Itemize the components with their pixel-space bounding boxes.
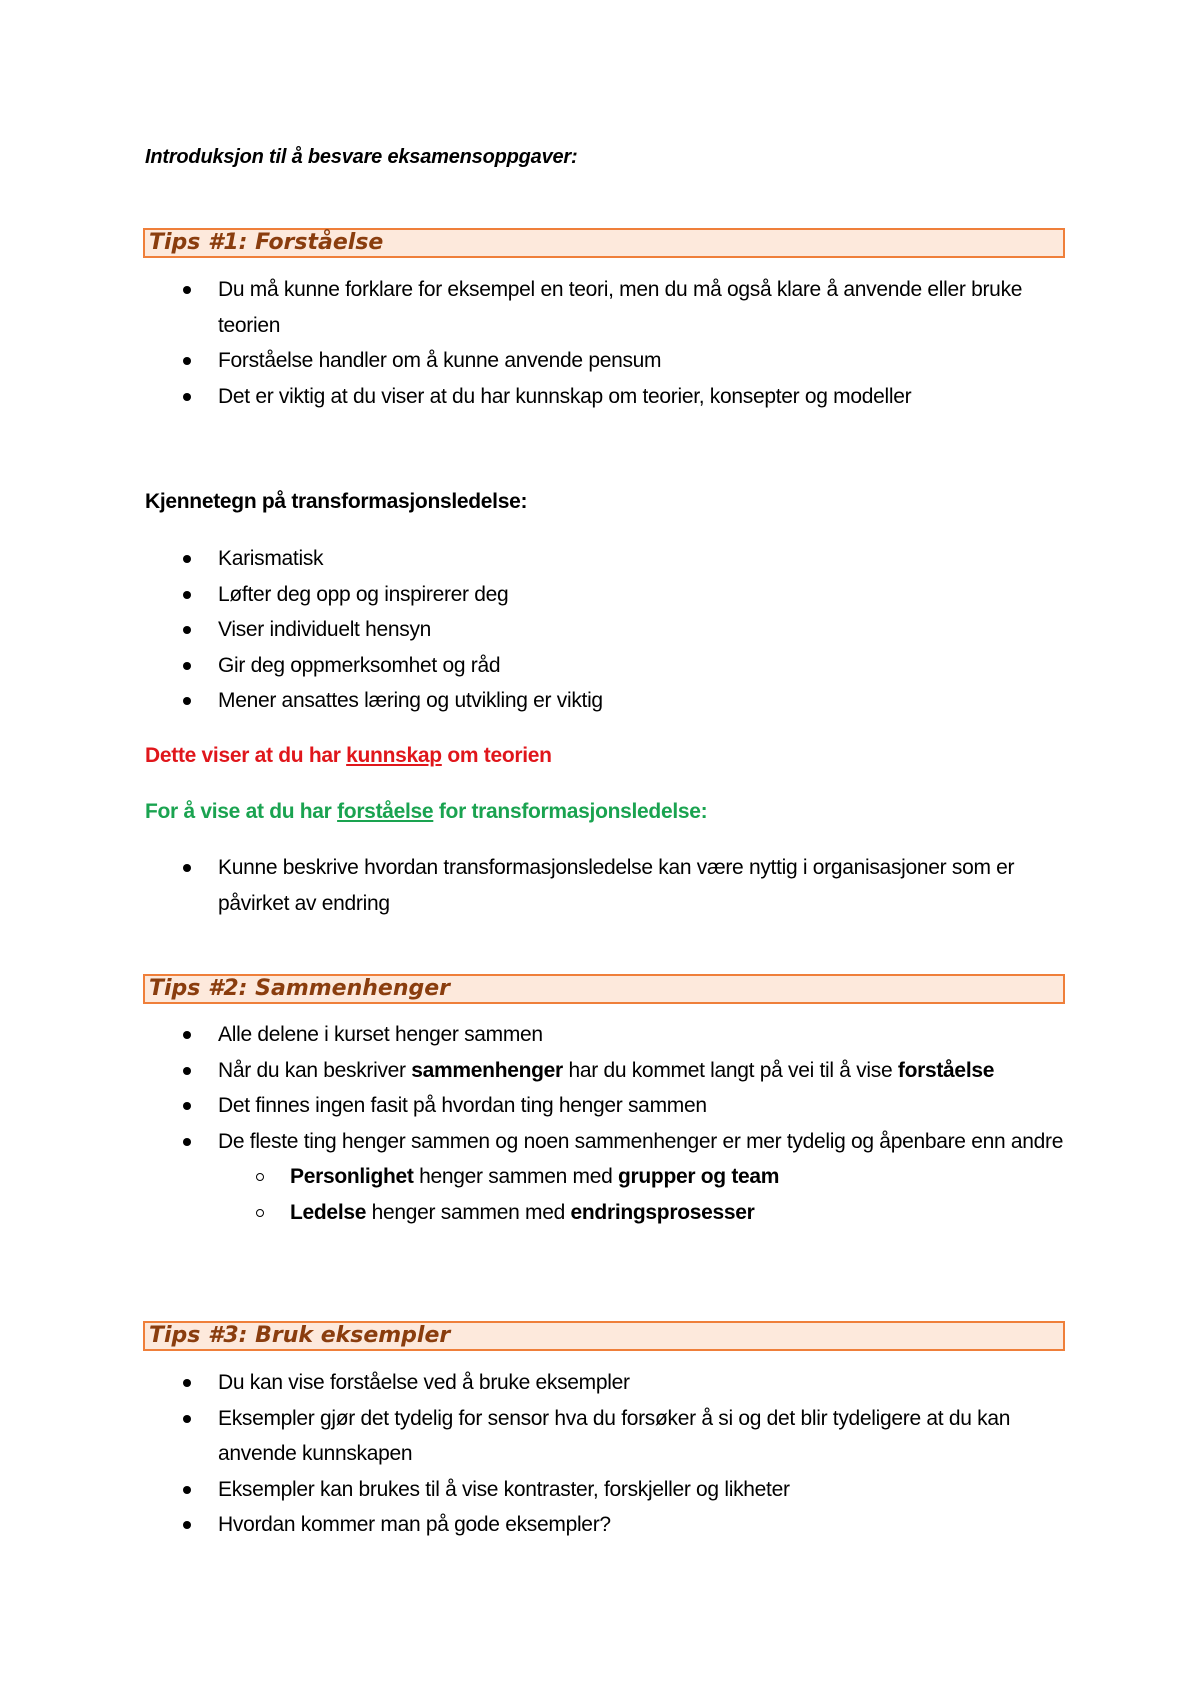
list-item: Karismatisk [0, 541, 1078, 577]
tips-3-list [0, 1365, 1078, 1543]
bullet-icon [183, 1521, 191, 1529]
tips-1-heading: Tips #1: Forståelse [143, 228, 1065, 258]
list-item: Det er viktig at du viser at du har kunnskap om teorier, konsepter og modeller [0, 379, 1078, 415]
list-item: Du kan vise forståelse ved å bruke eksempler [0, 1365, 1078, 1401]
bullet-icon [183, 1138, 191, 1146]
list-item: Du må kunne forklare for eksempel en teori, men du må også klare å anvende eller bruke teorien [0, 272, 1078, 343]
circle-bullet-icon [256, 1173, 264, 1181]
bullet-icon [183, 1415, 191, 1423]
forstaelse-statement: For å vise at du har forståelse for transformasjonsledelse: [145, 800, 708, 823]
bullet-icon [183, 1486, 191, 1494]
bullet-icon [183, 1031, 191, 1039]
sub-list-item: Ledelse henger sammen med endringsprosesser [0, 1195, 1078, 1231]
bullet-icon [183, 864, 191, 872]
list-item: Viser individuelt hensyn [0, 612, 1078, 648]
kjennetegn-heading: Kjennetegn på transformasjonsledelse: [145, 490, 528, 513]
list-item: Mener ansattes læring og utvikling er viktig [0, 683, 1078, 719]
list-item: Eksempler gjør det tydelig for sensor hva du forsøker å si og det blir tydeligere at du kan anvende kunnskapen [0, 1401, 1078, 1472]
list-item: Hvordan kommer man på gode eksempler? [0, 1507, 1078, 1543]
list-item: Forståelse handler om å kunne anvende pensum [0, 343, 1078, 379]
list-item: Løfter deg opp og inspirerer deg [0, 577, 1078, 613]
kunnskap-emphasis: kunnskap [346, 744, 442, 767]
bullet-icon [183, 697, 191, 705]
tips-2-list [0, 1017, 1078, 1230]
list-item: Det finnes ingen fasit på hvordan ting henger sammen [0, 1088, 1078, 1124]
list-item: Eksempler kan brukes til å vise kontraster, forskjeller og likheter [0, 1472, 1078, 1508]
forstaelse-emphasis: forståelse [337, 800, 434, 823]
list-item: Alle delene i kurset henger sammen [0, 1017, 1078, 1053]
tips-3-heading: Tips #3: Bruk eksempler [143, 1321, 1065, 1351]
bullet-icon [183, 1102, 191, 1110]
kunnskap-statement: Dette viser at du har kunnskap om teorien [145, 744, 552, 767]
bullet-icon [183, 555, 191, 563]
bullet-icon [183, 591, 191, 599]
bullet-icon [183, 626, 191, 634]
tips-1-list [0, 272, 1078, 414]
bullet-icon [183, 1067, 191, 1075]
list-item: Når du kan beskriver sammenhenger har du kommet langt på vei til å vise forståelse [0, 1053, 1078, 1089]
list-item: Kunne beskrive hvordan transformasjonsledelse kan være nyttig i organisasjoner som er påvirket av endring [0, 850, 1078, 921]
bullet-icon [183, 286, 191, 294]
forstaelse-list [0, 850, 1078, 921]
bullet-icon [183, 662, 191, 670]
circle-bullet-icon [256, 1209, 264, 1217]
tips-2-heading: Tips #2: Sammenhenger [143, 974, 1065, 1004]
list-item: Gir deg oppmerksomhet og råd [0, 648, 1078, 684]
bullet-icon [183, 393, 191, 401]
sub-list-item: Personlighet henger sammen med grupper og team [0, 1159, 1078, 1195]
kjennetegn-list [0, 541, 1078, 719]
intro-heading: Introduksjon til å besvare eksamensoppgaver: [145, 146, 578, 168]
list-item: De fleste ting henger sammen og noen sammenhenger er mer tydelig og åpenbare enn andre [0, 1124, 1078, 1160]
bullet-icon [183, 357, 191, 365]
bullet-icon [183, 1379, 191, 1387]
